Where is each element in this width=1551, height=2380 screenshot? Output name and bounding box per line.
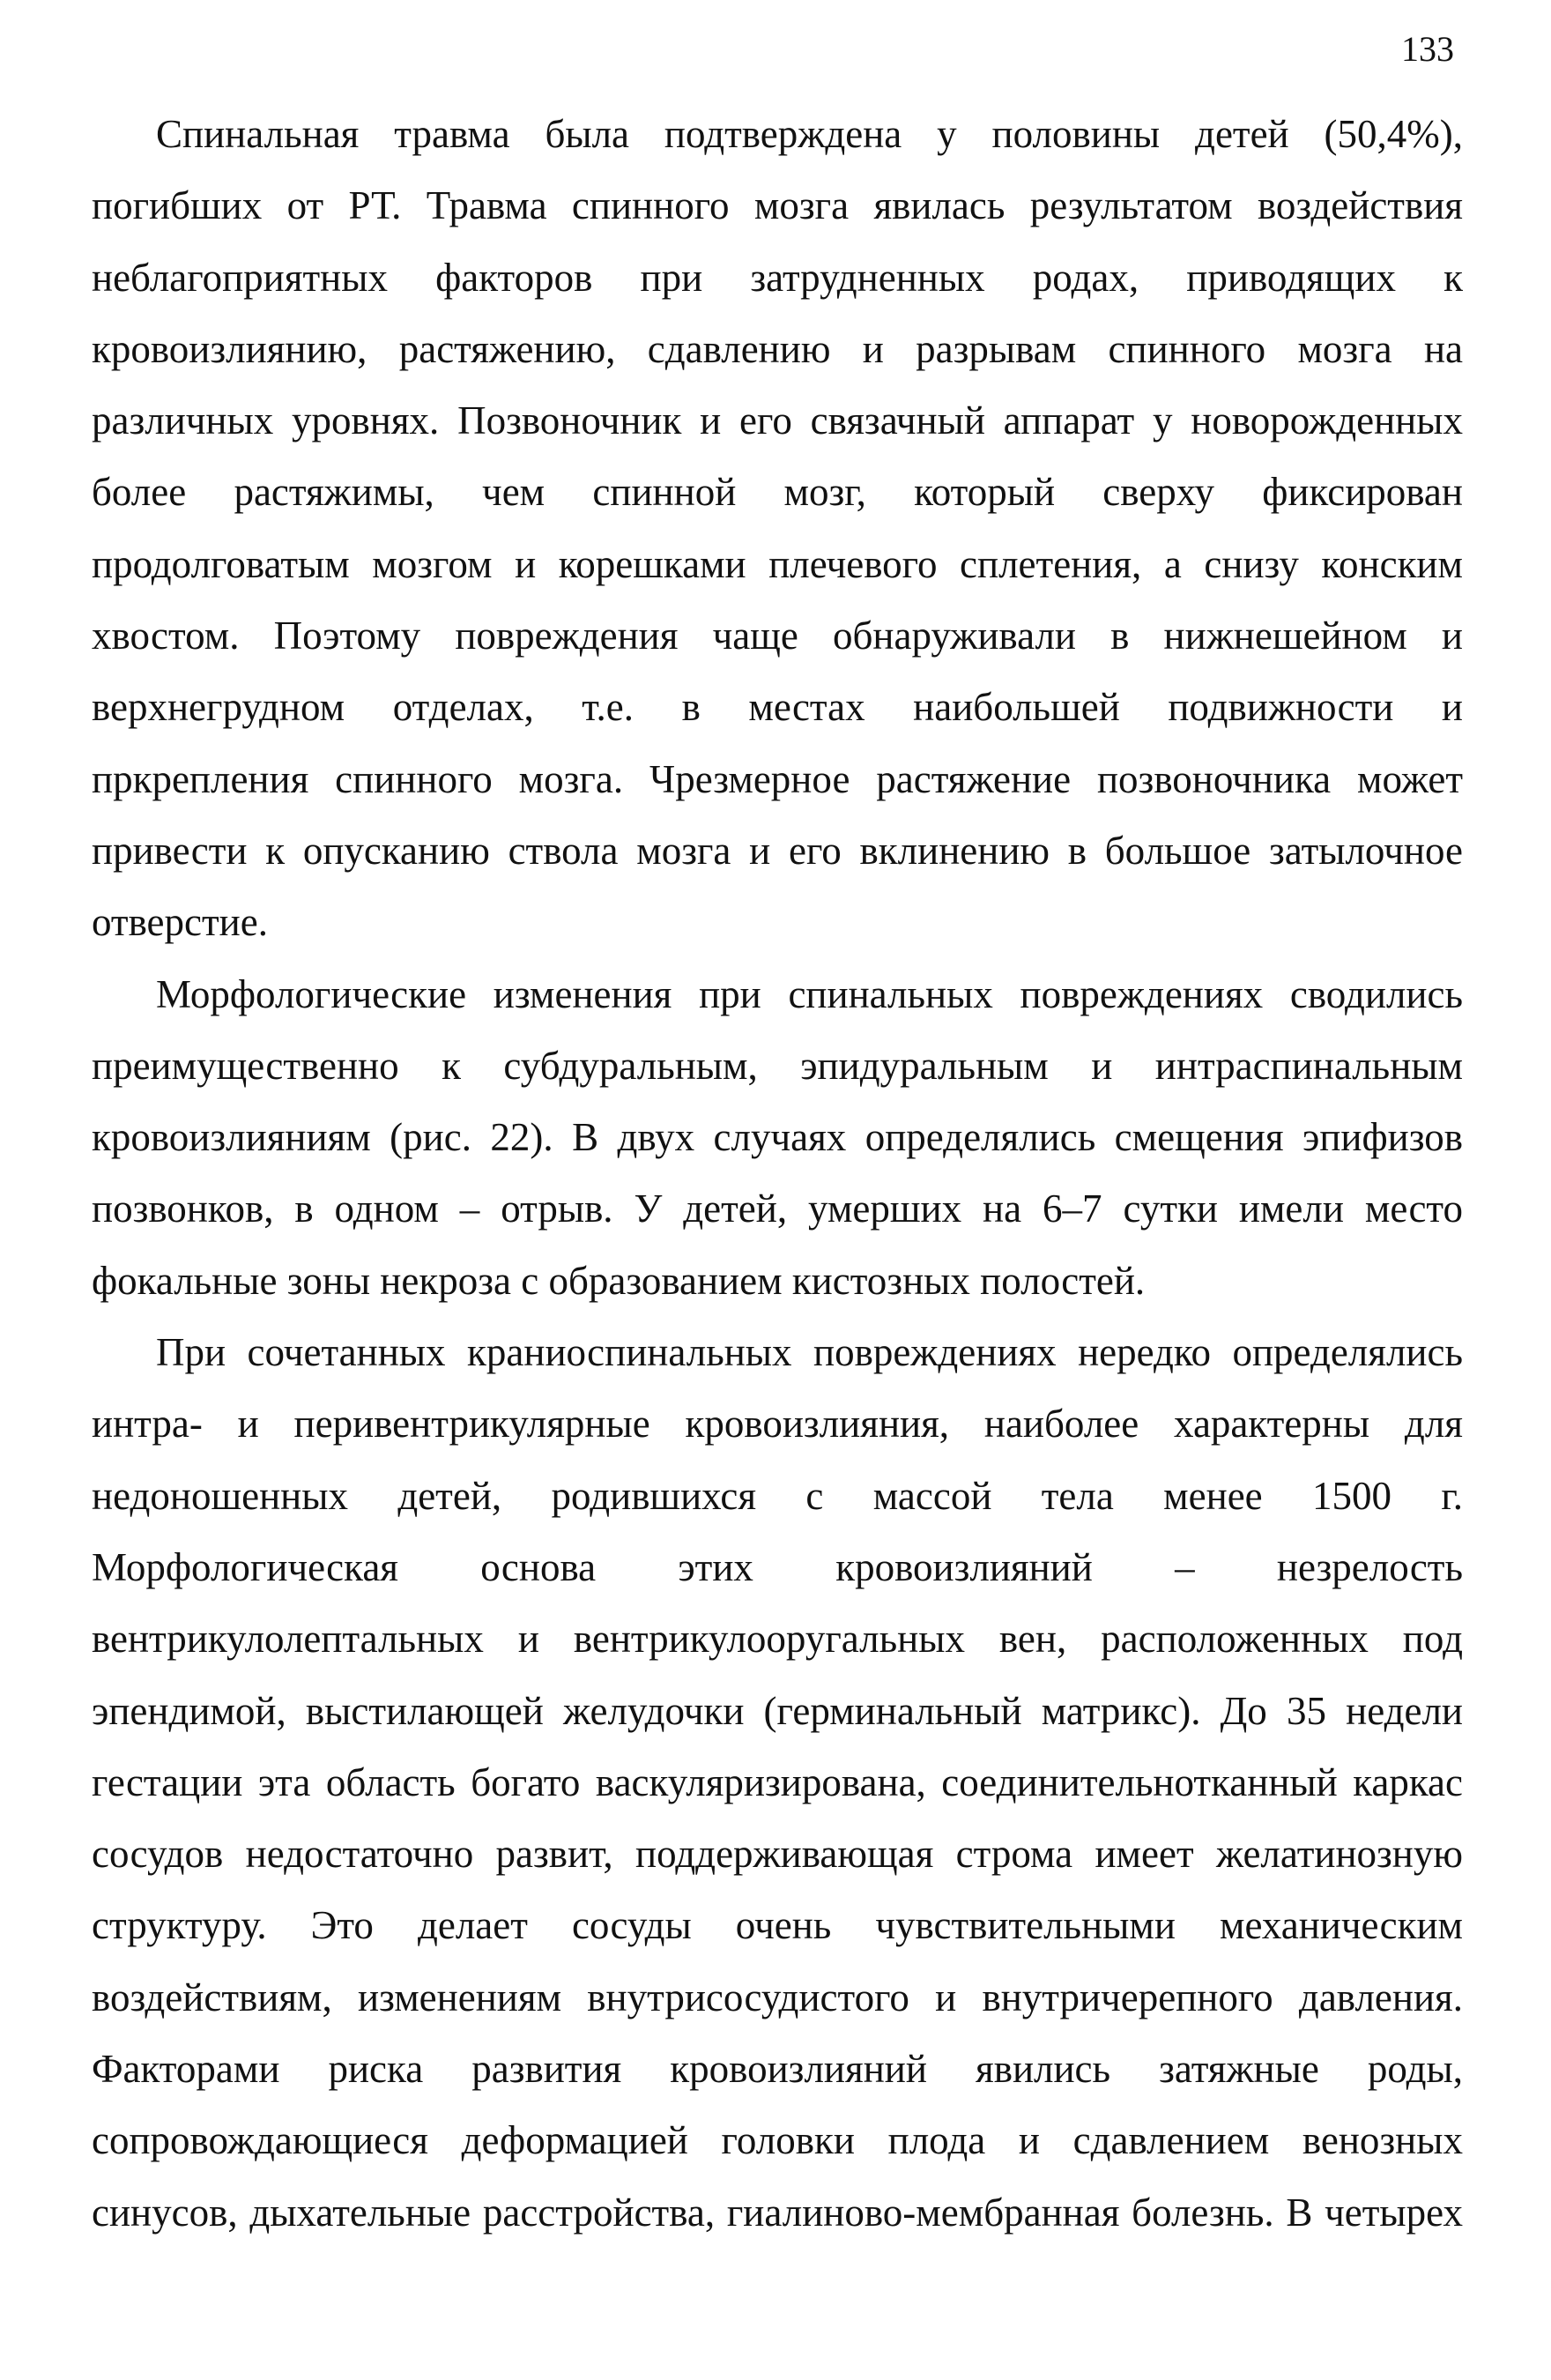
text-line: Морфологическая основа этих кровоизлияний – незрелость <box>92 1544 1463 1589</box>
text-line: погибших от РТ. Травма спинного мозга явилась результатом воздействия <box>92 183 1463 228</box>
text-line: кровоизлиянию, растяжению, сдавлению и разрывам спинного мозга на <box>92 326 1463 371</box>
text-line: отверстие. <box>92 900 268 945</box>
paragraph-1 <box>92 99 1463 959</box>
text-line: сопровождающиеся деформацией головки плода и сдавлением венозных <box>92 2118 1463 2163</box>
page-number: 133 <box>1401 29 1454 69</box>
text-line: привести к опусканию ствола мозга и его вклинению в большое затылочное <box>92 828 1463 873</box>
text-line: фокальные зоны некроза с образованием кистозных полостей. <box>92 1258 1146 1303</box>
text-line: неблагоприятных факторов при затрудненных родах, приводящих к <box>92 255 1463 300</box>
text-line: пркрепления спинного мозга. Чрезмерное растяжение позвоночника может <box>92 756 1463 801</box>
text-line: эпендимой, выстилающей желудочки (герминальный матрикс). До 35 недели <box>92 1688 1463 1733</box>
text-line: различных уровнях. Позвоночник и его связачный аппарат у новорожденных <box>92 398 1463 443</box>
text-line: Спинальная травма была подтверждена у половины детей (50,4%), <box>156 112 1463 156</box>
text-line: продолговатым мозгом и корешками плечевого сплетения, а снизу конским <box>92 541 1463 586</box>
text-line: При сочетанных краниоспинальных повреждениях нередко определялись <box>156 1330 1463 1375</box>
text-line: воздействиям, изменениям внутрисосудистого и внутричерепного давления. <box>92 1975 1463 2019</box>
text-line: сосудов недостаточно развит, поддерживающая строма имеет желатинозную <box>92 1832 1463 1877</box>
text-line: синусов, дыхательные расстройства, гиалиново-мембранная болезнь. В четырех <box>92 2190 1463 2235</box>
paragraph-3 <box>92 1317 1463 2249</box>
text-line: вентрикулолептальных и вентрикулооругальных вен, расположенных под <box>92 1617 1463 1662</box>
text-line: структуру. Это делает сосуды очень чувствительными механическим <box>92 1903 1463 1948</box>
text-line: хвостом. Поэтому повреждения чаще обнаруживали в нижнешейном и <box>92 614 1463 658</box>
text-line: более растяжимы, чем спинной мозг, который сверху фиксирован <box>92 470 1463 515</box>
body-text <box>92 99 1463 2249</box>
text-line: преимущественно к субдуральным, эпидуральным и интраспинальным <box>92 1043 1463 1088</box>
text-line: Морфологические изменения при спинальных повреждениях сводились <box>156 971 1463 1016</box>
text-line: интра- и перивентрикулярные кровоизлияния, наиболее характерны для <box>92 1402 1463 1447</box>
text-line: позвонков, в одном – отрыв. У детей, умерших на 6–7 сутки имели место <box>92 1186 1463 1231</box>
text-line: верхнегрудном отделах, т.е. в местах наибольшей подвижности и <box>92 685 1463 730</box>
text-line: гестации эта область богато васкуляризирована, соединительнотканный каркас <box>92 1759 1463 1804</box>
text-line: недоношенных детей, родившихся с массой тела менее 1500 г. <box>92 1473 1463 1518</box>
text-line: Факторами риска развития кровоизлияний явились затяжные роды, <box>92 2047 1463 2092</box>
text-line: кровоизлияниям (рис. 22). В двух случаях определялись смещения эпифизов <box>92 1115 1463 1160</box>
paragraph-2 <box>92 959 1463 1317</box>
